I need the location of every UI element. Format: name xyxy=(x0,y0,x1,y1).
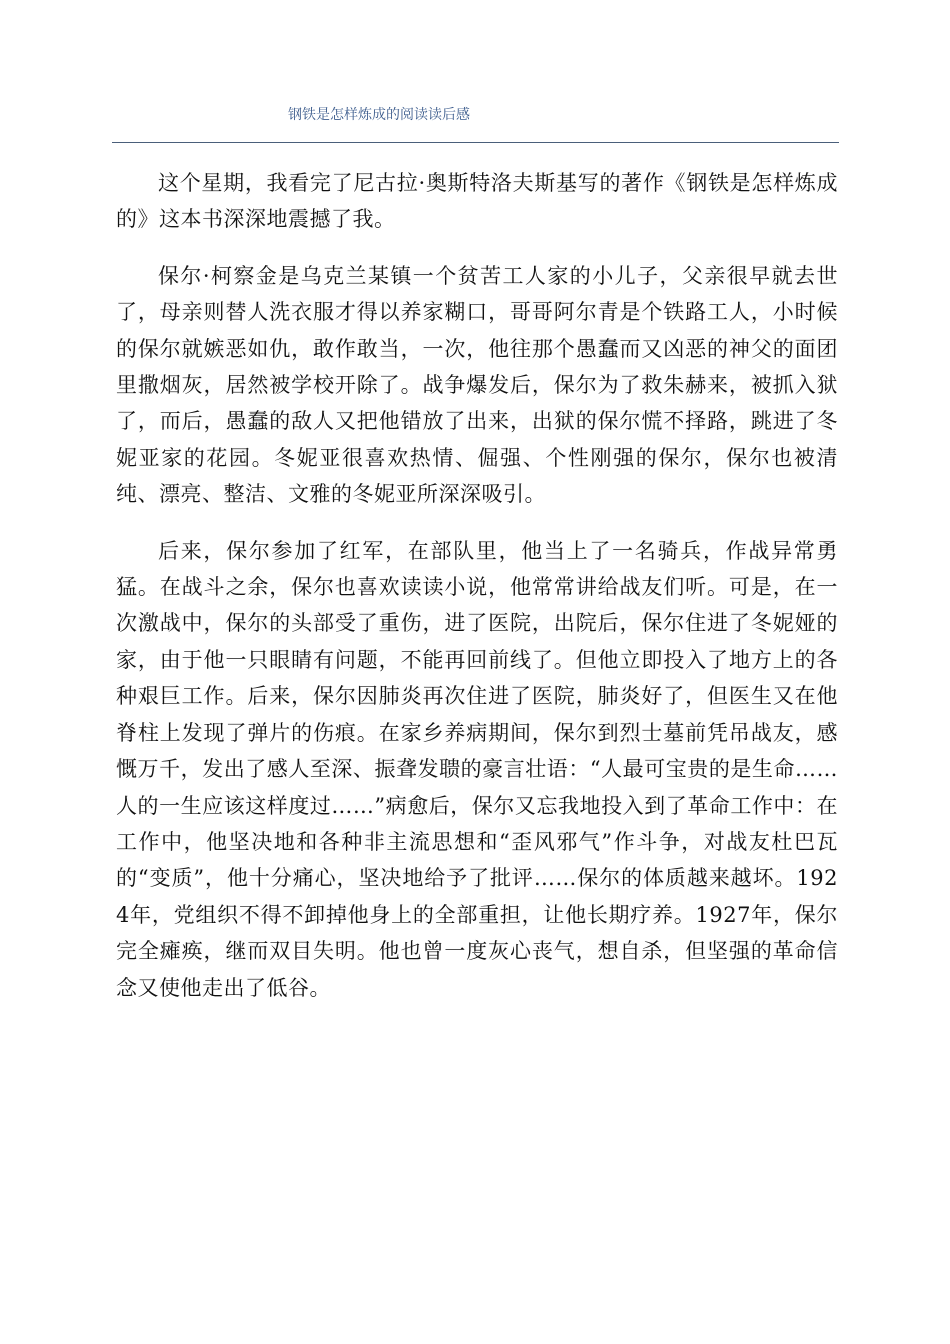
paragraph-background: 保尔·柯察金是乌克兰某镇一个贫苦工人家的小儿子，父亲很早就去世了，母亲则替人洗衣服才得以养家糊口，哥哥阿尔青是个铁路工人，小时候的保尔就嫉恶如仇，敢作敢当，一次，他往那个愚蠢而又凶恶的神父的面团里撒烟灰，居然被学校开除了。战争爆发后，保尔为了救朱赫来，被抓入狱了，而后，愚蠢的敌人又把他错放了出来，出狱的保尔慌不择路，跳进了冬妮亚家的花园。冬妮亚很喜欢热情、倔强、个性刚强的保尔，保尔也被清纯、漂亮、整洁、文雅的冬妮亚所深深吸引。 xyxy=(116,263,838,507)
header-divider xyxy=(112,142,839,143)
paragraph-later-life: 后来，保尔参加了红军，在部队里，他当上了一名骑兵，作战异常勇猛。在战斗之余，保尔也喜欢读读小说，他常常讲给战友们听。可是，在一次激战中，保尔的头部受了重伤，进了医院，出院后，保尔住进了冬妮娅的家，由于他一只眼睛有问题，不能再回前线了。但他立即投入了地方上的各种艰巨工作。后来，保尔因肺炎再次住进了医院，肺炎好了，但医生又在他脊柱上发现了弹片的伤痕。在家乡养病期间，保尔到烈士墓前凭吊战友，感慨万千，发出了感人至深、振聋发聩的豪言壮语：“人最可宝贵的是生命……人的一生应该这样度过……”病愈后，保尔又忘我地投入到了革命工作中：在工作中，他坚决地和各种非主流思想和“歪风邪气”作斗争，对战友杜巴瓦的“变质”，他十分痛心，坚决地给予了批评……保尔的体质越来越坏。1924年，党组织不得不卸掉他身上的全部重担，让他长期疗养。1927年，保尔完全瘫痪，继而双目失明。他也曾一度灰心丧气，想自杀，但坚强的革命信念又使他走出了低谷。 xyxy=(116,538,838,1000)
document-body xyxy=(116,165,838,1006)
document-header-title: 钢铁是怎样炼成的阅读读后感 xyxy=(288,108,470,123)
paragraph-intro: 这个星期，我看完了尼古拉·奥斯特洛夫斯基写的著作《钢铁是怎样炼成的》这本书深深地震撼了我。 xyxy=(116,171,838,232)
